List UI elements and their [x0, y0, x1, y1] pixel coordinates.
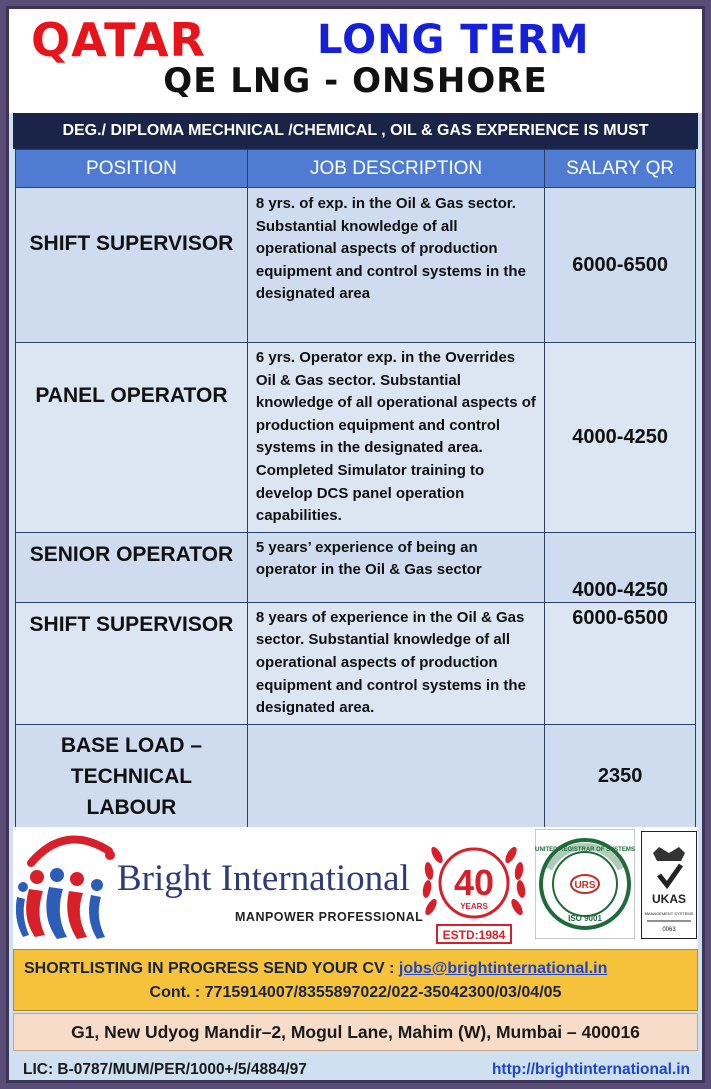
- urs-iso-certificate-icon: [535, 829, 635, 939]
- position-cell: SENIOR OPERATOR: [16, 532, 248, 602]
- requirement-banner: DEG./ DIPLOMA MECHNICAL /CHEMICAL , OIL & GAS EXPERIENCE IS MUST: [13, 113, 698, 149]
- salary-cell: 2350: [545, 724, 696, 829]
- cert-iso-text: ISO 9001: [568, 914, 602, 923]
- table-row: [16, 602, 696, 724]
- table-row: [16, 188, 696, 343]
- company-brand-strip: [13, 827, 698, 949]
- salary-cell: 6000-6500: [545, 188, 696, 343]
- ukas-code: 0063: [662, 927, 676, 933]
- anniversary-word: YEARS: [460, 902, 488, 911]
- salary-cell: 4000-4250: [545, 343, 696, 533]
- company-tagline: MANPOWER PROFESSIONAL: [235, 910, 424, 924]
- anniversary-number: 40: [453, 862, 495, 903]
- position-cell: SHIFT SUPERVISOR: [16, 602, 248, 724]
- shortlist-text: SHORTLISTING IN PROGRESS SEND YOUR CV :: [24, 960, 395, 977]
- description-cell: [247, 724, 544, 829]
- license-number: LIC: B-0787/MUM/PER/1000+/5/4884/97: [23, 1061, 307, 1078]
- cert-text: UNITED REGISTRAR OF SYSTEMS: [535, 847, 635, 853]
- jobs-table: [15, 149, 696, 830]
- established-year: ESTD:1984: [442, 928, 506, 942]
- anniversary-badge-icon: [415, 827, 533, 949]
- phone-numbers: Cont. : 7715914007/8355897022/022-35042300/03/04/05: [149, 984, 562, 1001]
- project-title: QE LNG - ONSHORE: [163, 61, 548, 101]
- country-title: QATAR: [31, 13, 206, 67]
- poster-frame: [6, 6, 705, 1083]
- term-title: LONG TERM: [317, 17, 590, 63]
- header-job-description: JOB DESCRIPTION: [247, 150, 544, 188]
- table-header-row: [16, 150, 696, 188]
- position-cell: SHIFT SUPERVISOR: [16, 188, 248, 343]
- ukas-accreditation-icon: [641, 831, 697, 939]
- cv-call-to-action: [13, 949, 698, 1011]
- position-cell: PANEL OPERATOR: [16, 343, 248, 533]
- salary-cell: 6000-6500: [545, 602, 696, 724]
- ukas-sub-label: MANAGEMENT SYSTEMS: [644, 911, 694, 916]
- description-cell: 8 years of experience in the Oil & Gas sector. Substantial knowledge of all operational aspects of production equipment and control systems in the designated area.: [247, 602, 544, 724]
- poster-header: [9, 9, 702, 113]
- shortlist-line: [24, 960, 607, 978]
- table-row: [16, 724, 696, 829]
- cert-center-text: URS: [574, 880, 596, 891]
- header-salary: SALARY QR: [545, 150, 696, 188]
- ukas-label: UKAS: [651, 892, 687, 906]
- description-cell: 5 years’ experience of being an operator in the Oil & Gas sector: [247, 532, 544, 602]
- company-name: Bright International: [117, 858, 410, 899]
- salary-cell: 4000-4250: [545, 532, 696, 602]
- header-position: POSITION: [16, 150, 248, 188]
- office-address: G1, New Udyog Mandir–2, Mogul Lane, Mahim (W), Mumbai – 400016: [13, 1013, 698, 1051]
- email-link[interactable]: jobs@brightinternational.in: [398, 960, 608, 977]
- website-link[interactable]: http://brightinternational.in: [491, 1061, 690, 1078]
- description-cell: 6 yrs. Operator exp. in the Overrides Oil & Gas sector. Substantial knowledge of all operational aspects of production equipment and control systems in the designated area. Completed Simulator training to develop DCS panel operation capabilities.: [247, 343, 544, 533]
- people-logo-icon: [13, 827, 123, 947]
- table-row: [16, 532, 696, 602]
- table-row: [16, 343, 696, 533]
- position-cell: BASE LOAD – TECHNICAL LABOUR: [16, 724, 248, 829]
- description-cell: 8 yrs. of exp. in the Oil & Gas sector. Substantial knowledge of all operational aspects of production equipment and control systems in the designated area: [247, 188, 544, 343]
